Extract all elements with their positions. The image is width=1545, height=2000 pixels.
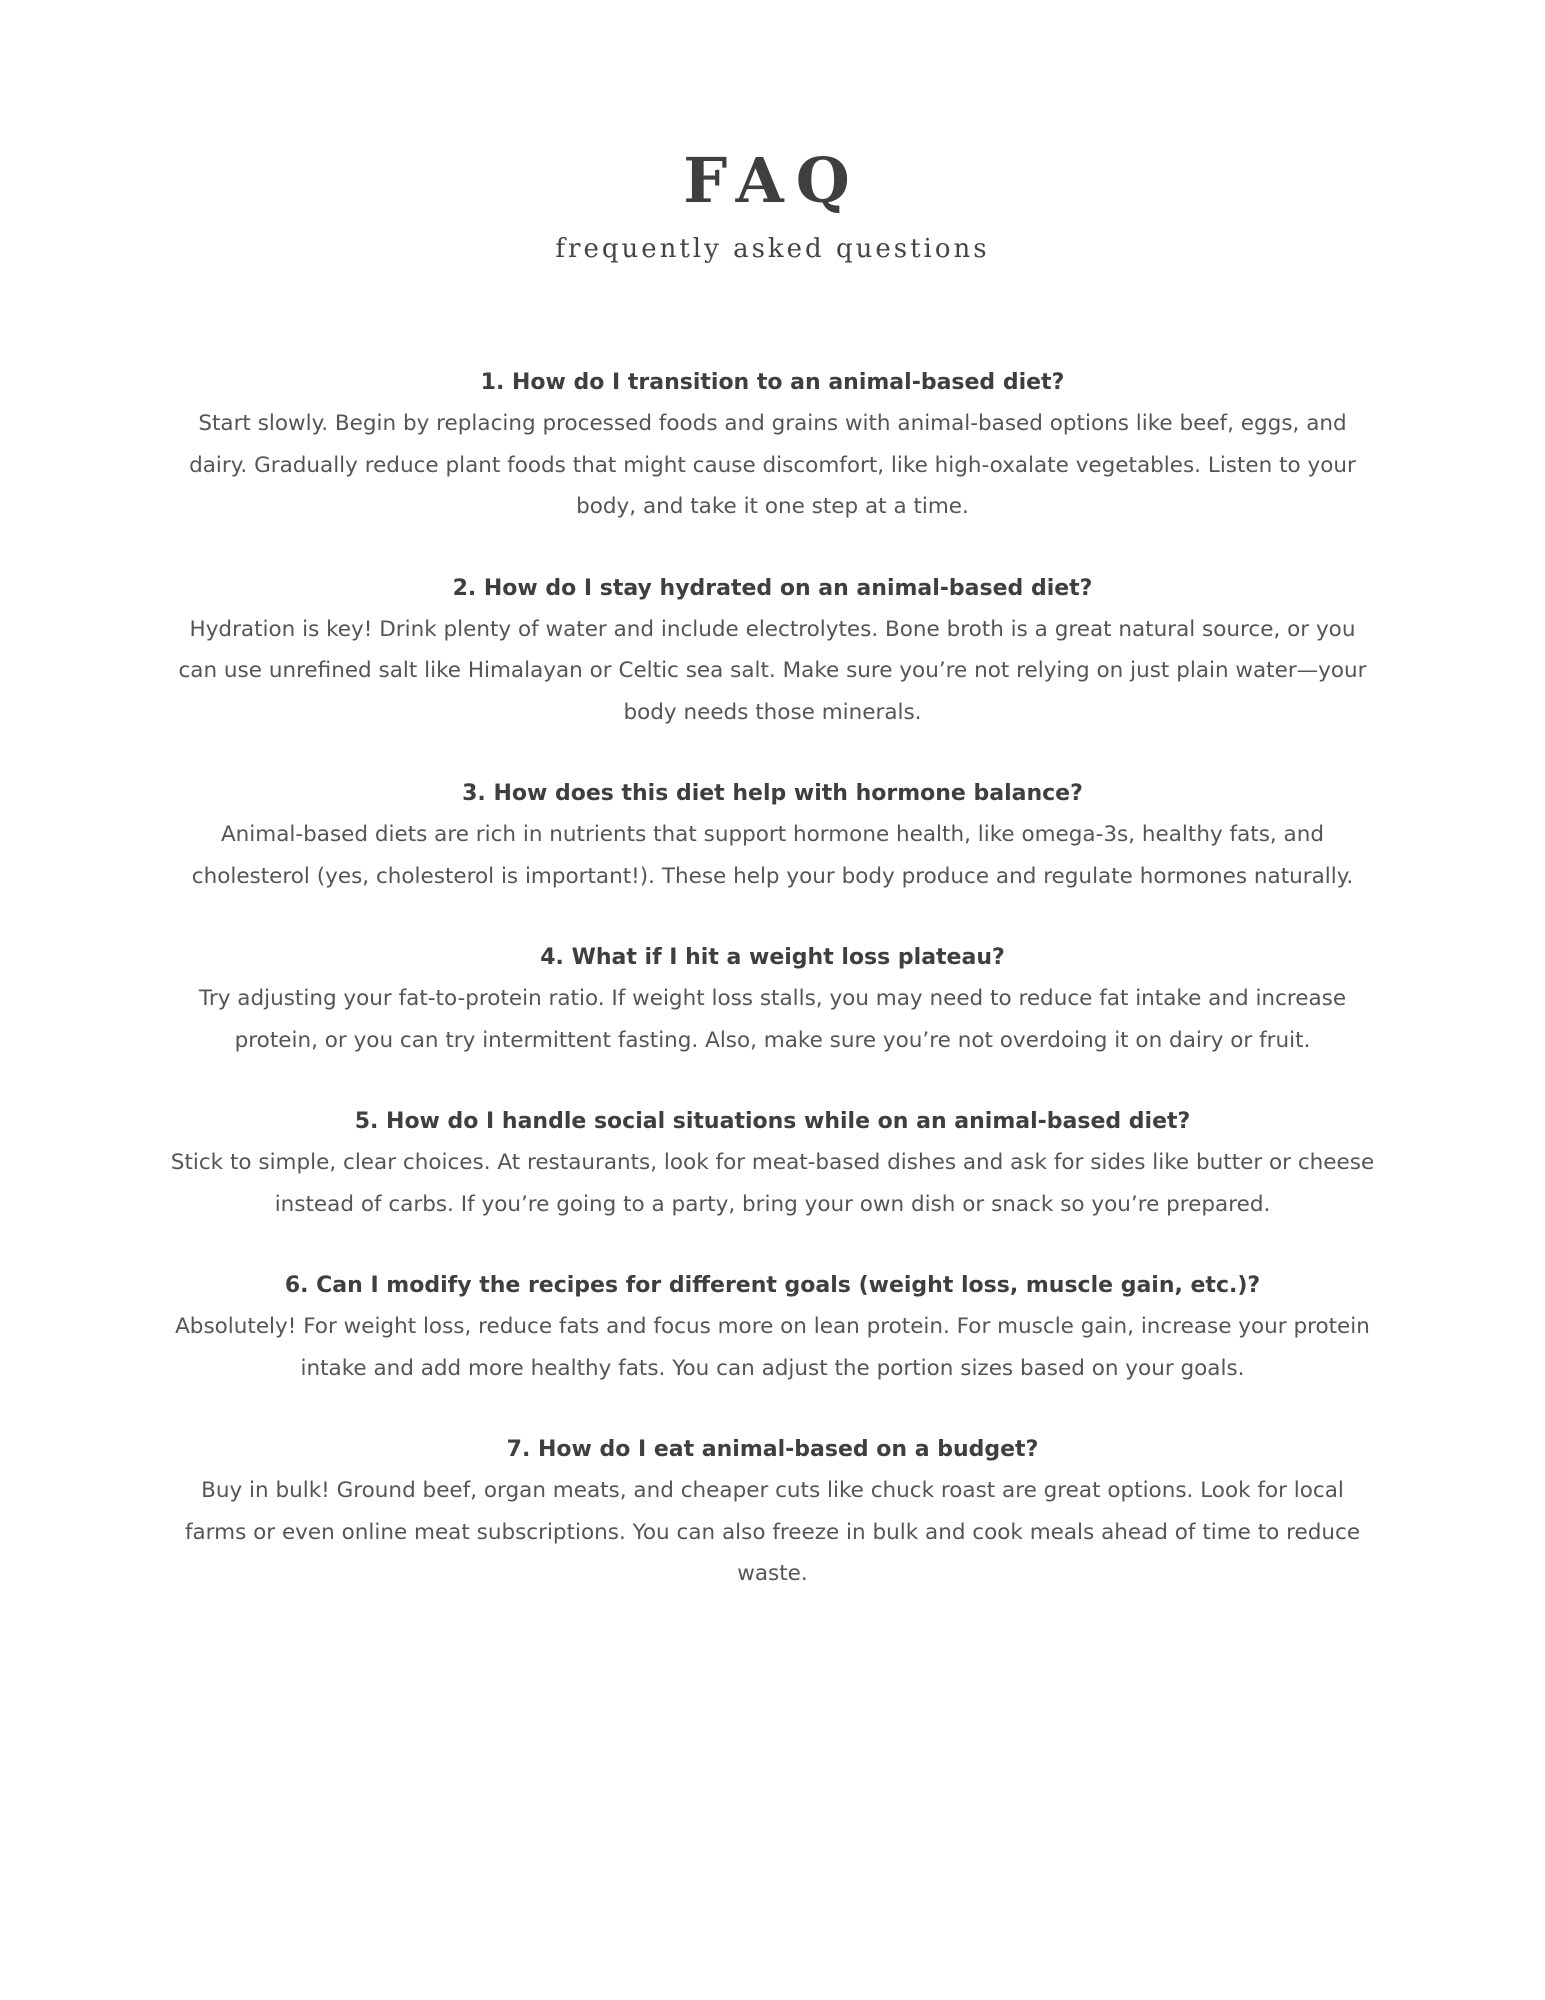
faq-answer: Stick to simple, clear choices. At restaurants, look for meat-based dishes and ask for sides like butter or cheese instead of carbs. If you’re going to a party, bring your own dish or snack so you’re prepared. xyxy=(170,1150,1375,1217)
faq-question: 4. What if I hit a weight loss plateau? xyxy=(540,945,1005,970)
page-title: FAQ xyxy=(683,144,862,217)
faq-answer: Absolutely! For weight loss, reduce fats and focus more on lean protein. For muscle gain, increase your protein intake and add more healthy fats. You can adjust the portion sizes based on your goals. xyxy=(175,1314,1370,1381)
faq-question: 7. How do I eat animal-based on a budget? xyxy=(506,1437,1039,1462)
faq-item-1 xyxy=(170,362,1375,528)
faq-item-2 xyxy=(170,568,1375,734)
faq-answer: Hydration is key! Drink plenty of water and include electrolytes. Bone broth is a great natural source, or you can use unrefined salt like Himalayan or Celtic sea salt. Make sure you’re not relying on just plain water—your body needs those minerals. xyxy=(178,616,1367,725)
faq-item-5 xyxy=(170,1101,1375,1225)
faq-question: 6. Can I modify the recipes for different goals (weight loss, muscle gain, etc.)? xyxy=(284,1273,1261,1298)
faq-question: 3. How does this diet help with hormone balance? xyxy=(462,781,1083,806)
faq-question: 5. How do I handle social situations while on an animal-based diet? xyxy=(354,1109,1191,1134)
faq-answer: Animal-based diets are rich in nutrients that support hormone health, like omega-3s, healthy fats, and cholesterol (yes, cholesterol is important!). These help your body produce and regulate hormones naturally. xyxy=(191,822,1354,889)
faq-item-4 xyxy=(170,937,1375,1061)
faq-question: 1. How do I transition to an animal-based diet? xyxy=(480,370,1065,395)
faq-answer: Buy in bulk! Ground beef, organ meats, and cheaper cuts like chuck roast are great options. Look for local farms or even online meat subscriptions. You can also freeze in bulk and cook meals ahead of time to reduce waste. xyxy=(184,1478,1361,1586)
faq-answer: Try adjusting your fat-to-protein ratio. If weight loss stalls, you may need to reduce fat intake and increase protein, or you can try intermittent fasting. Also, make sure you’re not overdoing it on dairy or fruit. xyxy=(198,986,1347,1053)
page-subtitle: frequently asked questions xyxy=(555,234,990,264)
faq-answer: Start slowly. Begin by replacing processed foods and grains with animal-based options like beef, eggs, and dairy. Gradually reduce plant foods that might cause discomfort, like high-oxalate vegetables. Listen to your body, and take it one step at a time. xyxy=(189,411,1356,519)
faq-item-7 xyxy=(170,1429,1375,1595)
faq-item-3 xyxy=(170,773,1375,897)
faq-list xyxy=(170,362,1375,1635)
faq-question: 2. How do I stay hydrated on an animal-based diet? xyxy=(452,575,1093,601)
faq-item-6 xyxy=(170,1265,1375,1389)
